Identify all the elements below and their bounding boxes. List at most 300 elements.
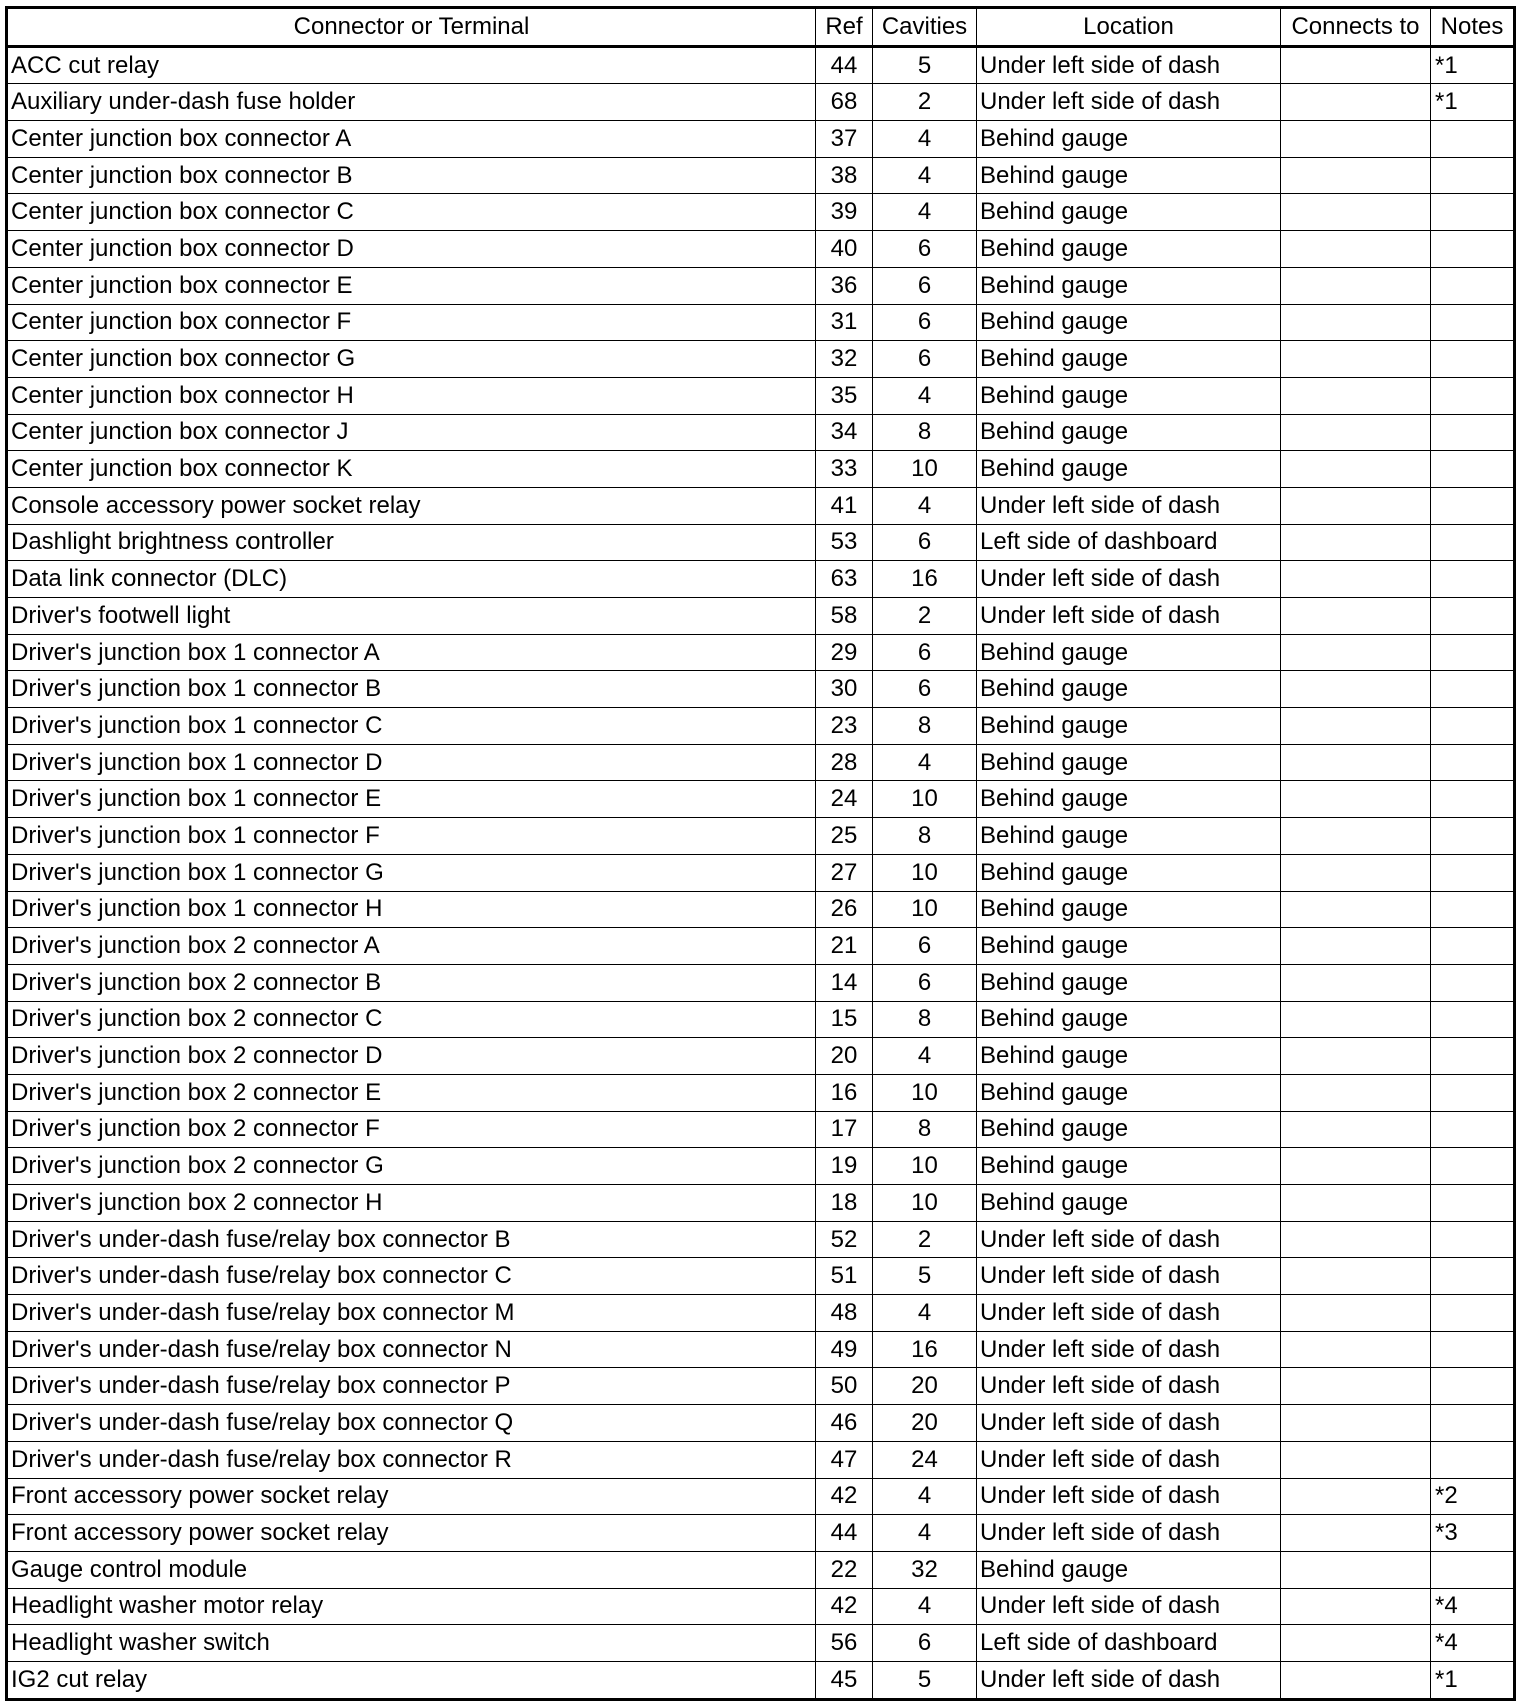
cell-notes xyxy=(1431,157,1515,194)
cell-location: Behind gauge xyxy=(977,964,1281,1001)
cell-connects-to xyxy=(1281,121,1431,158)
cell-location: Behind gauge xyxy=(977,781,1281,818)
cell-ref: 42 xyxy=(816,1478,873,1515)
cell-connector: Center junction box connector D xyxy=(7,231,816,268)
cell-cavities: 4 xyxy=(873,1588,977,1625)
cell-notes xyxy=(1431,1038,1515,1075)
cell-cavities: 2 xyxy=(873,598,977,635)
cell-cavities: 6 xyxy=(873,928,977,965)
cell-location: Under left side of dash xyxy=(977,1661,1281,1699)
cell-connector: Center junction box connector A xyxy=(7,121,816,158)
cell-connector: Driver's junction box 1 connector A xyxy=(7,634,816,671)
cell-notes xyxy=(1431,1331,1515,1368)
cell-connects-to xyxy=(1281,157,1431,194)
header-location: Location xyxy=(977,8,1281,47)
cell-cavities: 10 xyxy=(873,1148,977,1185)
cell-location: Behind gauge xyxy=(977,708,1281,745)
cell-location: Under left side of dash xyxy=(977,1405,1281,1442)
cell-ref: 21 xyxy=(816,928,873,965)
cell-notes xyxy=(1431,561,1515,598)
cell-connects-to xyxy=(1281,84,1431,121)
cell-cavities: 4 xyxy=(873,377,977,414)
cell-connects-to xyxy=(1281,671,1431,708)
cell-connects-to xyxy=(1281,1295,1431,1332)
cell-location: Behind gauge xyxy=(977,1111,1281,1148)
cell-cavities: 16 xyxy=(873,1331,977,1368)
cell-location: Left side of dashboard xyxy=(977,524,1281,561)
cell-ref: 58 xyxy=(816,598,873,635)
table-row xyxy=(7,1074,1515,1111)
cell-notes xyxy=(1431,414,1515,451)
cell-cavities: 2 xyxy=(873,1221,977,1258)
cell-ref: 20 xyxy=(816,1038,873,1075)
cell-notes xyxy=(1431,964,1515,1001)
cell-connects-to xyxy=(1281,377,1431,414)
table-row xyxy=(7,1258,1515,1295)
cell-connector: Center junction box connector E xyxy=(7,267,816,304)
cell-cavities: 4 xyxy=(873,744,977,781)
cell-cavities: 6 xyxy=(873,231,977,268)
cell-location: Under left side of dash xyxy=(977,561,1281,598)
header-connects-to: Connects to xyxy=(1281,8,1431,47)
table-row xyxy=(7,598,1515,635)
table-row xyxy=(7,1038,1515,1075)
cell-connector: Driver's under-dash fuse/relay box connector C xyxy=(7,1258,816,1295)
table-row xyxy=(7,1111,1515,1148)
table-row xyxy=(7,414,1515,451)
table-row xyxy=(7,377,1515,414)
cell-ref: 44 xyxy=(816,46,873,84)
cell-ref: 32 xyxy=(816,341,873,378)
cell-connector: Center junction box connector K xyxy=(7,451,816,488)
cell-connector: Driver's under-dash fuse/relay box connector R xyxy=(7,1441,816,1478)
cell-notes xyxy=(1431,1111,1515,1148)
cell-ref: 29 xyxy=(816,634,873,671)
cell-ref: 45 xyxy=(816,1661,873,1699)
table-row xyxy=(7,744,1515,781)
table-row xyxy=(7,1185,1515,1222)
table-row xyxy=(7,561,1515,598)
cell-connects-to xyxy=(1281,891,1431,928)
cell-cavities: 2 xyxy=(873,84,977,121)
cell-location: Behind gauge xyxy=(977,854,1281,891)
table-row xyxy=(7,46,1515,84)
cell-ref: 46 xyxy=(816,1405,873,1442)
cell-connects-to xyxy=(1281,1221,1431,1258)
cell-cavities: 5 xyxy=(873,1661,977,1699)
cell-connector: Driver's junction box 2 connector F xyxy=(7,1111,816,1148)
header-ref: Ref xyxy=(816,8,873,47)
table-row xyxy=(7,451,1515,488)
cell-location: Behind gauge xyxy=(977,1038,1281,1075)
cell-notes xyxy=(1431,818,1515,855)
cell-notes xyxy=(1431,1551,1515,1588)
cell-notes xyxy=(1431,231,1515,268)
cell-notes xyxy=(1431,928,1515,965)
cell-cavities: 16 xyxy=(873,561,977,598)
cell-notes xyxy=(1431,1001,1515,1038)
table-row xyxy=(7,781,1515,818)
cell-notes xyxy=(1431,1148,1515,1185)
cell-connects-to xyxy=(1281,194,1431,231)
cell-cavities: 4 xyxy=(873,157,977,194)
cell-ref: 34 xyxy=(816,414,873,451)
cell-ref: 27 xyxy=(816,854,873,891)
cell-ref: 42 xyxy=(816,1588,873,1625)
cell-ref: 28 xyxy=(816,744,873,781)
cell-location: Behind gauge xyxy=(977,1148,1281,1185)
cell-ref: 22 xyxy=(816,1551,873,1588)
cell-notes xyxy=(1431,487,1515,524)
cell-location: Behind gauge xyxy=(977,1001,1281,1038)
table-row xyxy=(7,304,1515,341)
cell-cavities: 4 xyxy=(873,1515,977,1552)
cell-notes xyxy=(1431,1441,1515,1478)
cell-connects-to xyxy=(1281,1258,1431,1295)
cell-connects-to xyxy=(1281,1001,1431,1038)
cell-connects-to xyxy=(1281,964,1431,1001)
cell-connects-to xyxy=(1281,1038,1431,1075)
cell-notes xyxy=(1431,598,1515,635)
cell-connects-to xyxy=(1281,1331,1431,1368)
cell-cavities: 20 xyxy=(873,1405,977,1442)
cell-connects-to xyxy=(1281,231,1431,268)
cell-connects-to xyxy=(1281,818,1431,855)
cell-notes xyxy=(1431,1074,1515,1111)
cell-location: Behind gauge xyxy=(977,671,1281,708)
cell-ref: 33 xyxy=(816,451,873,488)
cell-location: Under left side of dash xyxy=(977,46,1281,84)
cell-connects-to xyxy=(1281,1405,1431,1442)
cell-ref: 17 xyxy=(816,1111,873,1148)
cell-connector: Driver's junction box 2 connector H xyxy=(7,1185,816,1222)
cell-connector: Driver's under-dash fuse/relay box connector M xyxy=(7,1295,816,1332)
table-body xyxy=(7,46,1515,1699)
cell-ref: 31 xyxy=(816,304,873,341)
cell-location: Under left side of dash xyxy=(977,1515,1281,1552)
cell-cavities: 4 xyxy=(873,1295,977,1332)
cell-ref: 56 xyxy=(816,1625,873,1662)
cell-cavities: 6 xyxy=(873,267,977,304)
cell-cavities: 6 xyxy=(873,1625,977,1662)
cell-ref: 38 xyxy=(816,157,873,194)
cell-connects-to xyxy=(1281,1074,1431,1111)
table-row xyxy=(7,708,1515,745)
cell-connector: Driver's junction box 1 connector B xyxy=(7,671,816,708)
table-row xyxy=(7,634,1515,671)
cell-connector: Driver's footwell light xyxy=(7,598,816,635)
cell-ref: 39 xyxy=(816,194,873,231)
cell-ref: 40 xyxy=(816,231,873,268)
table-row xyxy=(7,1405,1515,1442)
table-row xyxy=(7,1661,1515,1699)
cell-location: Behind gauge xyxy=(977,194,1281,231)
cell-connects-to xyxy=(1281,928,1431,965)
cell-notes xyxy=(1431,634,1515,671)
table-row xyxy=(7,84,1515,121)
cell-ref: 49 xyxy=(816,1331,873,1368)
table-row xyxy=(7,1368,1515,1405)
connector-table xyxy=(5,6,1516,1701)
cell-cavities: 4 xyxy=(873,487,977,524)
cell-cavities: 6 xyxy=(873,634,977,671)
cell-cavities: 4 xyxy=(873,194,977,231)
cell-connects-to xyxy=(1281,1185,1431,1222)
cell-connects-to xyxy=(1281,1111,1431,1148)
cell-notes xyxy=(1431,1295,1515,1332)
cell-location: Behind gauge xyxy=(977,1074,1281,1111)
cell-notes xyxy=(1431,524,1515,561)
cell-notes xyxy=(1431,781,1515,818)
cell-ref: 44 xyxy=(816,1515,873,1552)
cell-ref: 52 xyxy=(816,1221,873,1258)
cell-notes xyxy=(1431,377,1515,414)
cell-cavities: 6 xyxy=(873,671,977,708)
cell-ref: 35 xyxy=(816,377,873,414)
cell-notes: *2 xyxy=(1431,1478,1515,1515)
cell-connector: Driver's under-dash fuse/relay box connector B xyxy=(7,1221,816,1258)
cell-cavities: 6 xyxy=(873,524,977,561)
table-row xyxy=(7,487,1515,524)
cell-connects-to xyxy=(1281,451,1431,488)
cell-connector: Driver's junction box 2 connector D xyxy=(7,1038,816,1075)
table-row xyxy=(7,1515,1515,1552)
table-row xyxy=(7,524,1515,561)
cell-connector: Data link connector (DLC) xyxy=(7,561,816,598)
cell-ref: 47 xyxy=(816,1441,873,1478)
cell-cavities: 8 xyxy=(873,414,977,451)
cell-ref: 41 xyxy=(816,487,873,524)
cell-ref: 51 xyxy=(816,1258,873,1295)
cell-location: Under left side of dash xyxy=(977,1368,1281,1405)
cell-cavities: 6 xyxy=(873,964,977,1001)
cell-connector: Center junction box connector G xyxy=(7,341,816,378)
cell-connector: Driver's junction box 1 connector E xyxy=(7,781,816,818)
cell-ref: 23 xyxy=(816,708,873,745)
cell-connector: IG2 cut relay xyxy=(7,1661,816,1699)
cell-connects-to xyxy=(1281,744,1431,781)
cell-connector: Driver's junction box 2 connector B xyxy=(7,964,816,1001)
cell-connects-to xyxy=(1281,1551,1431,1588)
cell-connects-to xyxy=(1281,341,1431,378)
cell-location: Behind gauge xyxy=(977,634,1281,671)
cell-notes xyxy=(1431,1368,1515,1405)
cell-connector: Auxiliary under-dash fuse holder xyxy=(7,84,816,121)
cell-location: Behind gauge xyxy=(977,267,1281,304)
cell-cavities: 4 xyxy=(873,121,977,158)
cell-connects-to xyxy=(1281,1515,1431,1552)
cell-connector: Center junction box connector B xyxy=(7,157,816,194)
cell-cavities: 8 xyxy=(873,1001,977,1038)
cell-location: Behind gauge xyxy=(977,818,1281,855)
cell-cavities: 24 xyxy=(873,1441,977,1478)
cell-location: Behind gauge xyxy=(977,744,1281,781)
cell-ref: 53 xyxy=(816,524,873,561)
cell-connects-to xyxy=(1281,487,1431,524)
cell-connects-to xyxy=(1281,1441,1431,1478)
cell-ref: 48 xyxy=(816,1295,873,1332)
cell-location: Under left side of dash xyxy=(977,1258,1281,1295)
cell-cavities: 8 xyxy=(873,708,977,745)
table-row xyxy=(7,891,1515,928)
cell-notes: *4 xyxy=(1431,1588,1515,1625)
cell-cavities: 10 xyxy=(873,1074,977,1111)
cell-notes xyxy=(1431,671,1515,708)
cell-cavities: 4 xyxy=(873,1478,977,1515)
table-row xyxy=(7,1478,1515,1515)
cell-location: Behind gauge xyxy=(977,341,1281,378)
cell-connects-to xyxy=(1281,561,1431,598)
cell-connector: Driver's junction box 2 connector A xyxy=(7,928,816,965)
cell-connects-to xyxy=(1281,1148,1431,1185)
table-row xyxy=(7,341,1515,378)
cell-location: Behind gauge xyxy=(977,304,1281,341)
cell-cavities: 20 xyxy=(873,1368,977,1405)
cell-ref: 18 xyxy=(816,1185,873,1222)
cell-connects-to xyxy=(1281,1478,1431,1515)
cell-notes xyxy=(1431,121,1515,158)
cell-cavities: 6 xyxy=(873,304,977,341)
cell-connector: Center junction box connector C xyxy=(7,194,816,231)
cell-location: Under left side of dash xyxy=(977,1588,1281,1625)
cell-location: Behind gauge xyxy=(977,1551,1281,1588)
cell-connector: Driver's junction box 1 connector G xyxy=(7,854,816,891)
cell-notes: *3 xyxy=(1431,1515,1515,1552)
table-row xyxy=(7,1551,1515,1588)
cell-notes xyxy=(1431,304,1515,341)
cell-location: Left side of dashboard xyxy=(977,1625,1281,1662)
cell-location: Behind gauge xyxy=(977,414,1281,451)
cell-connector: Headlight washer switch xyxy=(7,1625,816,1662)
cell-connects-to xyxy=(1281,1625,1431,1662)
cell-ref: 30 xyxy=(816,671,873,708)
cell-ref: 16 xyxy=(816,1074,873,1111)
cell-cavities: 10 xyxy=(873,451,977,488)
cell-connects-to xyxy=(1281,304,1431,341)
cell-location: Behind gauge xyxy=(977,1185,1281,1222)
header-connector: Connector or Terminal xyxy=(7,8,816,47)
cell-connector: Center junction box connector H xyxy=(7,377,816,414)
cell-cavities: 10 xyxy=(873,891,977,928)
cell-connector: Headlight washer motor relay xyxy=(7,1588,816,1625)
cell-notes xyxy=(1431,267,1515,304)
cell-notes xyxy=(1431,1185,1515,1222)
cell-location: Under left side of dash xyxy=(977,1295,1281,1332)
cell-notes xyxy=(1431,341,1515,378)
cell-connects-to xyxy=(1281,524,1431,561)
table-row xyxy=(7,1295,1515,1332)
table-row xyxy=(7,1221,1515,1258)
table-row xyxy=(7,1148,1515,1185)
table-row xyxy=(7,231,1515,268)
cell-location: Under left side of dash xyxy=(977,598,1281,635)
cell-cavities: 4 xyxy=(873,1038,977,1075)
cell-connector: Driver's junction box 2 connector C xyxy=(7,1001,816,1038)
cell-ref: 24 xyxy=(816,781,873,818)
cell-connects-to xyxy=(1281,598,1431,635)
cell-ref: 19 xyxy=(816,1148,873,1185)
cell-ref: 63 xyxy=(816,561,873,598)
header-cavities: Cavities xyxy=(873,8,977,47)
cell-notes xyxy=(1431,1221,1515,1258)
cell-cavities: 10 xyxy=(873,1185,977,1222)
cell-connector: Driver's under-dash fuse/relay box connector P xyxy=(7,1368,816,1405)
table-row xyxy=(7,267,1515,304)
table-row xyxy=(7,157,1515,194)
cell-ref: 14 xyxy=(816,964,873,1001)
cell-location: Behind gauge xyxy=(977,891,1281,928)
cell-location: Under left side of dash xyxy=(977,1221,1281,1258)
cell-notes xyxy=(1431,708,1515,745)
cell-connects-to xyxy=(1281,46,1431,84)
table-row xyxy=(7,194,1515,231)
cell-connector: Driver's junction box 1 connector D xyxy=(7,744,816,781)
cell-connects-to xyxy=(1281,414,1431,451)
table-row xyxy=(7,854,1515,891)
cell-cavities: 6 xyxy=(873,341,977,378)
cell-notes: *1 xyxy=(1431,46,1515,84)
cell-notes xyxy=(1431,194,1515,231)
cell-cavities: 5 xyxy=(873,1258,977,1295)
cell-ref: 68 xyxy=(816,84,873,121)
table-row xyxy=(7,964,1515,1001)
cell-connector: Driver's junction box 1 connector C xyxy=(7,708,816,745)
table-row xyxy=(7,1625,1515,1662)
cell-connector: Console accessory power socket relay xyxy=(7,487,816,524)
table-row xyxy=(7,1588,1515,1625)
table-row xyxy=(7,818,1515,855)
cell-connector: Driver's under-dash fuse/relay box connector N xyxy=(7,1331,816,1368)
cell-notes xyxy=(1431,1258,1515,1295)
cell-cavities: 10 xyxy=(873,781,977,818)
cell-location: Behind gauge xyxy=(977,451,1281,488)
cell-ref: 25 xyxy=(816,818,873,855)
cell-ref: 26 xyxy=(816,891,873,928)
cell-ref: 50 xyxy=(816,1368,873,1405)
cell-location: Under left side of dash xyxy=(977,84,1281,121)
cell-ref: 36 xyxy=(816,267,873,304)
cell-connector: Front accessory power socket relay xyxy=(7,1478,816,1515)
cell-notes xyxy=(1431,891,1515,928)
table-row xyxy=(7,1001,1515,1038)
cell-location: Behind gauge xyxy=(977,231,1281,268)
header-row xyxy=(7,8,1515,47)
cell-connector: ACC cut relay xyxy=(7,46,816,84)
cell-connects-to xyxy=(1281,1661,1431,1699)
cell-connector: Dashlight brightness controller xyxy=(7,524,816,561)
cell-location: Behind gauge xyxy=(977,377,1281,414)
cell-location: Under left side of dash xyxy=(977,1331,1281,1368)
cell-location: Under left side of dash xyxy=(977,1478,1281,1515)
cell-connector: Driver's junction box 1 connector H xyxy=(7,891,816,928)
cell-notes: *1 xyxy=(1431,1661,1515,1699)
cell-connects-to xyxy=(1281,1368,1431,1405)
cell-notes xyxy=(1431,744,1515,781)
cell-connects-to xyxy=(1281,634,1431,671)
cell-cavities: 5 xyxy=(873,46,977,84)
cell-ref: 15 xyxy=(816,1001,873,1038)
table-row xyxy=(7,928,1515,965)
cell-cavities: 8 xyxy=(873,1111,977,1148)
cell-connects-to xyxy=(1281,854,1431,891)
cell-connects-to xyxy=(1281,708,1431,745)
table-row xyxy=(7,1441,1515,1478)
cell-location: Under left side of dash xyxy=(977,487,1281,524)
cell-connector: Driver's junction box 2 connector E xyxy=(7,1074,816,1111)
cell-notes xyxy=(1431,451,1515,488)
table-row xyxy=(7,121,1515,158)
cell-cavities: 10 xyxy=(873,854,977,891)
